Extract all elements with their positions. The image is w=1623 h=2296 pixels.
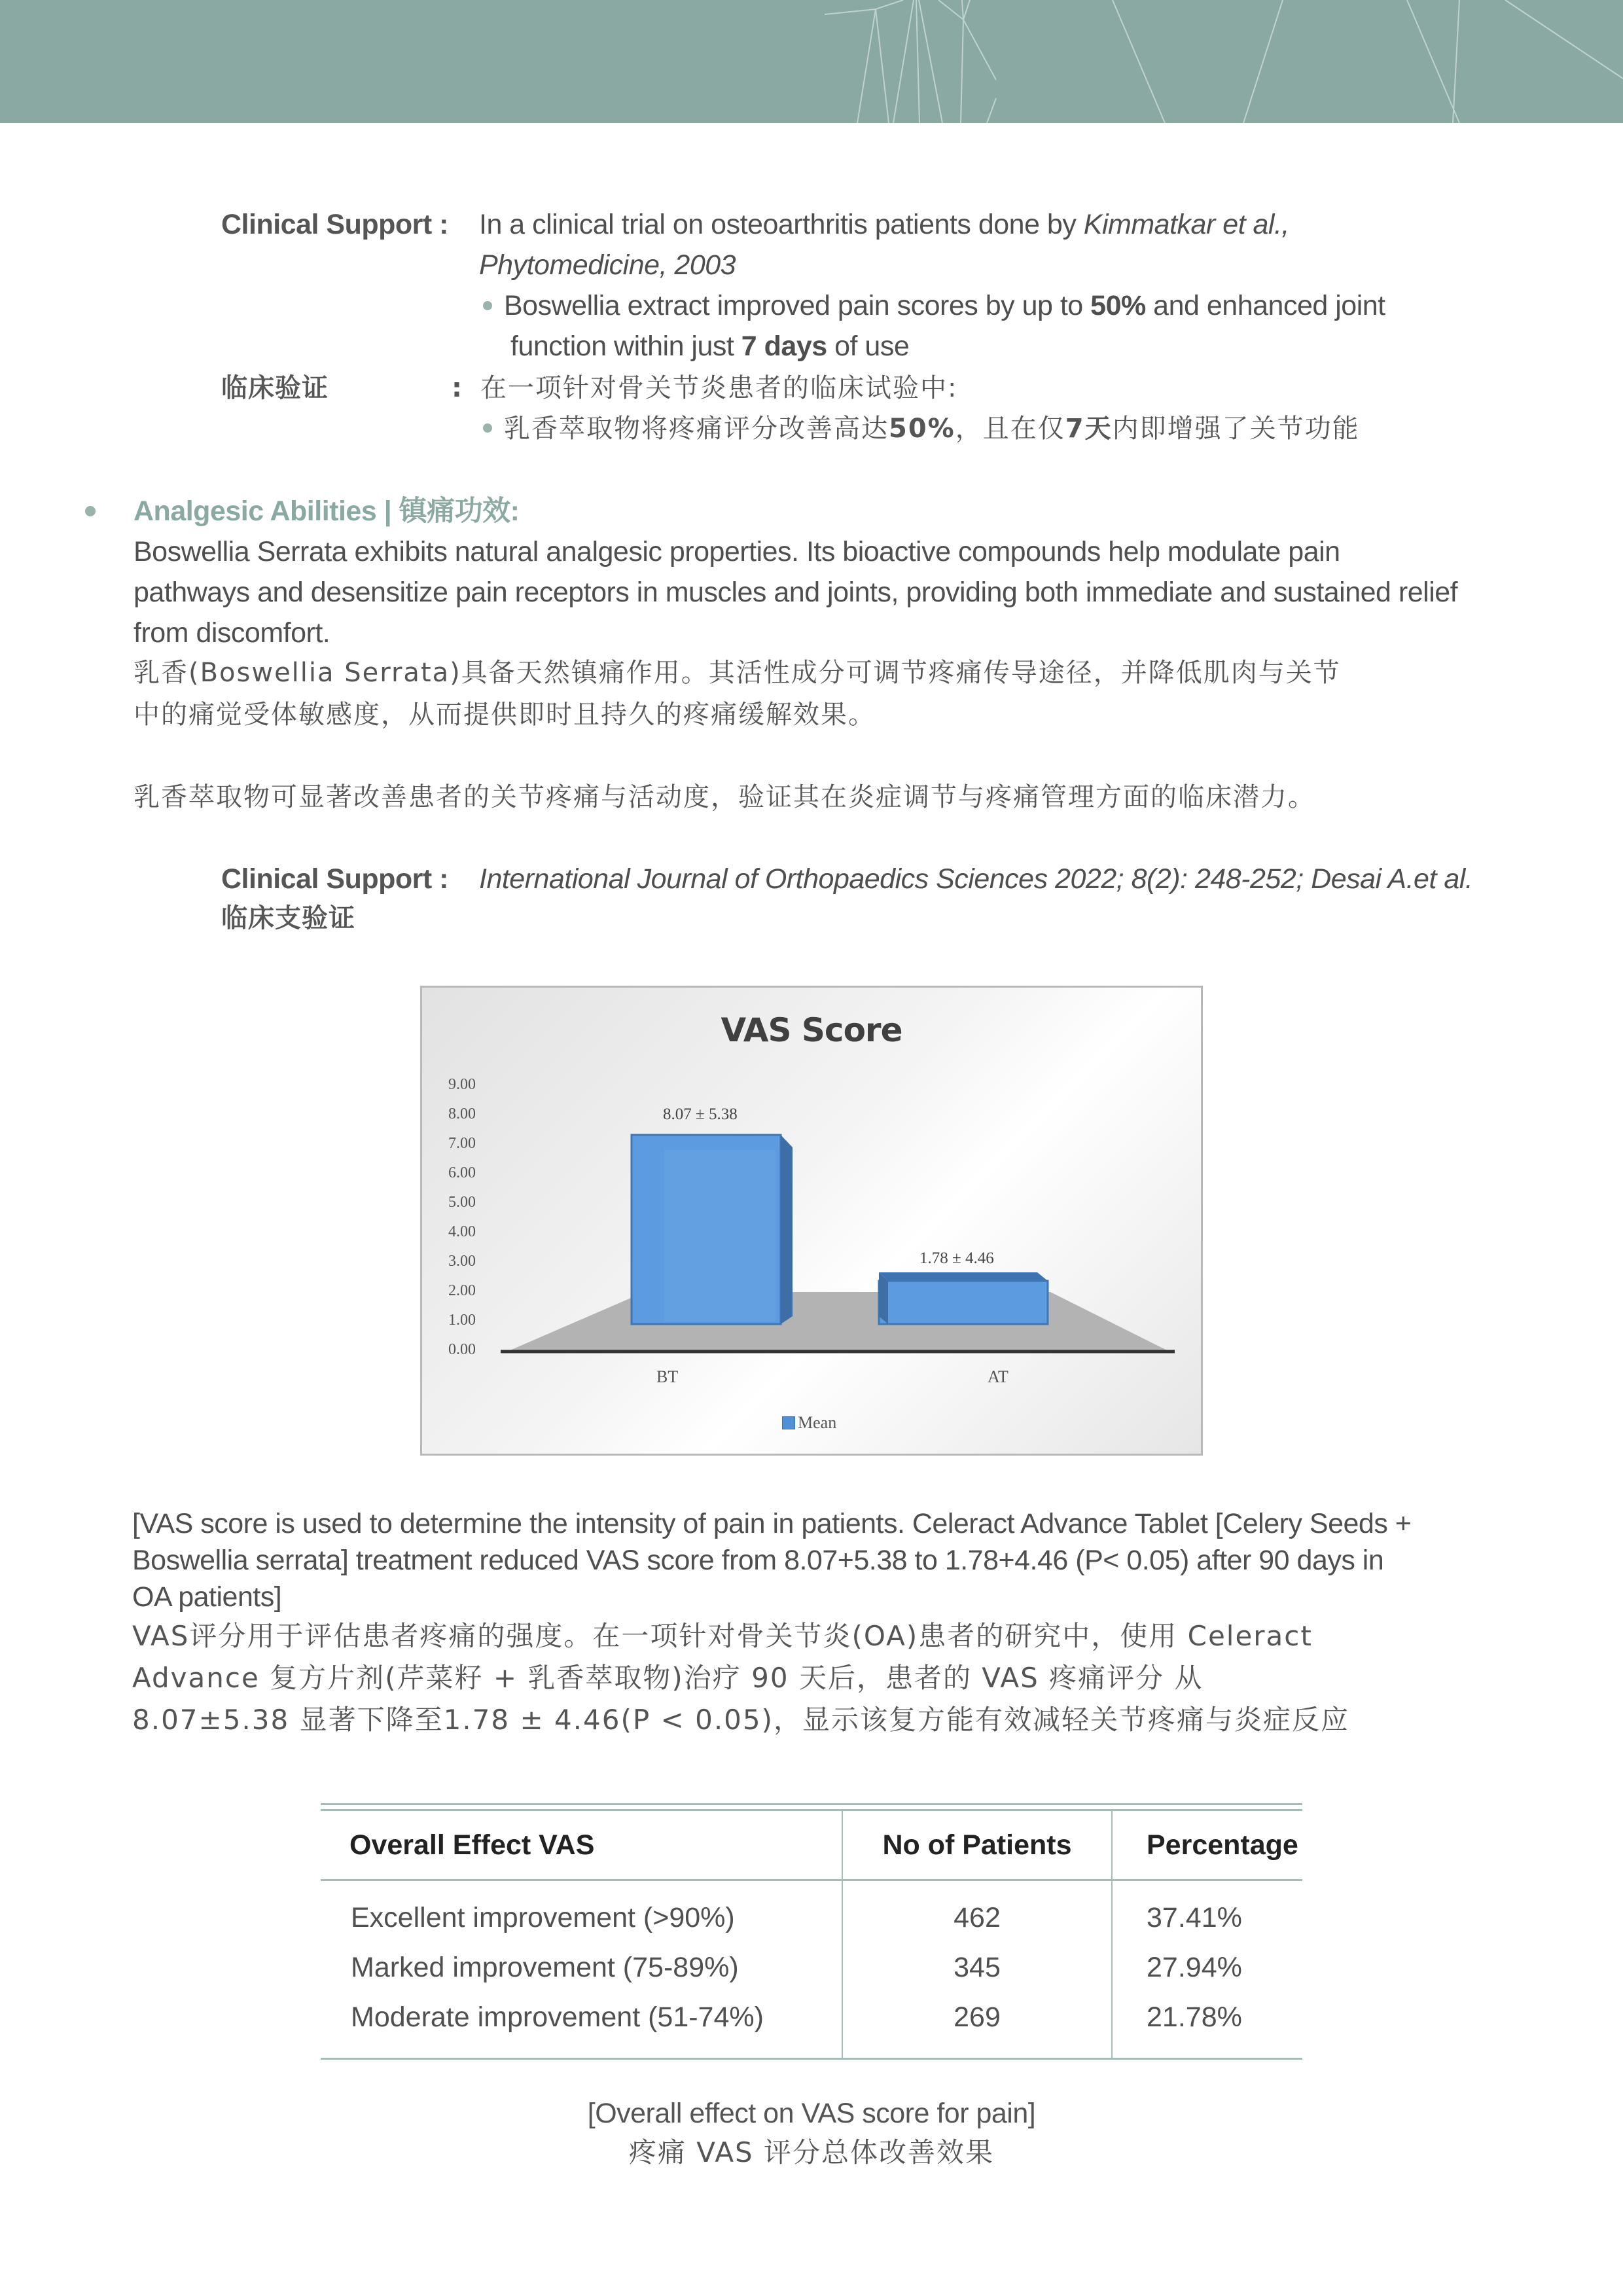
bullet-dot-icon [483, 423, 492, 433]
header-no-of-patients: No of Patients [842, 1810, 1112, 1880]
analgesic-summary-cn: 乳香萃取物可显著改善患者的关节疼痛与活动度，验证其在炎症调节与疼痛管理方面的临床潜力。 [134, 782, 1315, 812]
header-banner [0, 0, 1623, 123]
colon: : [452, 373, 463, 403]
bullet-item-cn: 乳香萃取物将疼痛评分改善高达50%，且在仅7天内即增强了关节功能 [483, 408, 1360, 449]
citation-text: International Journal of Orthopaedics Sciences 2022; 8(2): 248-252; Desai A.et al. [479, 863, 1473, 895]
y-tick: 6.00 [448, 1164, 476, 1181]
analgesic-paragraph-cn: 乳香(Boswellia Serrata)具备天然镇痛作用。其活性成分可调节疼痛传导途径，并降低肌肉与关节 中的痛觉受体敏感度，从而提供即时且持久的疼痛缓解效果。 [134, 658, 1341, 730]
clinical-support-text: In a clinical trial on osteoarthritis patients done by Kimmatkar et al., Phytomedicine, 2003 [479, 209, 1289, 281]
analgesic-paragraph-en: Boswellia Serrata exhibits natural analgesic properties. Its bioactive compounds help modulate pain pathways and desensitize pain receptors in muscles and joints, providing both immediate and sustained relief from discomfort. [134, 536, 1458, 649]
y-tick: 5.00 [448, 1194, 476, 1211]
vas-caption-cn: VAS评分用于评估患者疼痛的强度。在一项针对骨关节炎(OA)患者的研究中，使用 Celeract Advance 复方片剂(芹菜籽 + 乳香萃取物)治疗 90 天后，患者的 VAS 疼痛评分 从 8.07±5.38 显著下降至1.78 ± 4.46(P < 0.05)，显示该复方能有效减轻关节疼痛与炎症反应 [132, 1620, 1350, 1736]
bullet-dot-icon [483, 301, 492, 310]
x-label-bt: BT [656, 1367, 679, 1386]
table-row: Moderate improvement (51-74%) 269 21.78% [321, 1992, 1302, 2042]
table-caption-en: [Overall effect on VAS score for pain] [587, 2098, 1036, 2129]
vas-effect-table [321, 1809, 1302, 2060]
clinical-validation-label-cn-2: 临床支验证 [221, 903, 355, 933]
table-top-rule [321, 1803, 1302, 1805]
y-tick: 1.00 [448, 1312, 476, 1329]
citation-author: Kimmatkar et al., [1083, 209, 1289, 240]
table-row: Excellent improvement (>90%) 462 37.41% [321, 1893, 1302, 1943]
clinical-validation-text-cn: 在一项针对骨关节炎患者的临床试验中: [480, 373, 958, 403]
chart-plot-area [422, 988, 1201, 1454]
legend-swatch-icon [782, 1416, 795, 1429]
y-tick: 4.00 [448, 1223, 476, 1240]
table-row: Marked improvement (75-89%) 345 27.94% [321, 1943, 1302, 1992]
y-tick: 9.00 [448, 1076, 476, 1093]
y-tick: 0.00 [448, 1341, 476, 1358]
y-tick: 8.00 [448, 1105, 476, 1122]
analgesic-heading: Analgesic Abilities | 镇痛功效: [85, 492, 520, 531]
data-label-bt: 8.07 ± 5.38 [663, 1105, 738, 1123]
table-header-row [321, 1810, 1302, 1880]
y-tick: 3.00 [448, 1253, 476, 1270]
header-percentage: Percentage [1112, 1810, 1302, 1880]
citation-journal: Phytomedicine, 2003 [479, 249, 736, 281]
x-label-at: AT [988, 1367, 1008, 1386]
y-tick: 2.00 [448, 1282, 476, 1299]
chart-title: VAS Score [721, 1011, 902, 1049]
bullet-item-en: Boswellia extract improved pain scores by up to 50% and enhanced joint function within just 7 days of use [483, 285, 1543, 367]
vas-score-chart [420, 986, 1203, 1456]
vas-caption-en: [VAS score is used to determine the intensity of pain in patients. Celeract Advance Tablet [Celery Seeds + Boswellia serrata] treatment reduced VAS score from 8.07+5.38 to 1.78+4.46 (P< 0.05) after 90 days in OA patients] [132, 1508, 1412, 1613]
table-caption-cn: 疼痛 VAS 评分总体改善效果 [628, 2136, 995, 2168]
bullet-dot-icon [85, 506, 96, 516]
chart-legend: Mean [782, 1413, 836, 1433]
clinical-support-label-2: Clinical Support : [221, 863, 448, 895]
y-tick: 7.00 [448, 1135, 476, 1152]
data-label-at: 1.78 ± 4.46 [919, 1249, 994, 1267]
clinical-validation-label-cn: 临床验证 [221, 373, 329, 403]
geometric-lines-decoration [0, 0, 1623, 123]
clinical-support-label: Clinical Support : [221, 209, 448, 240]
header-overall-effect: Overall Effect VAS [349, 1829, 595, 1861]
